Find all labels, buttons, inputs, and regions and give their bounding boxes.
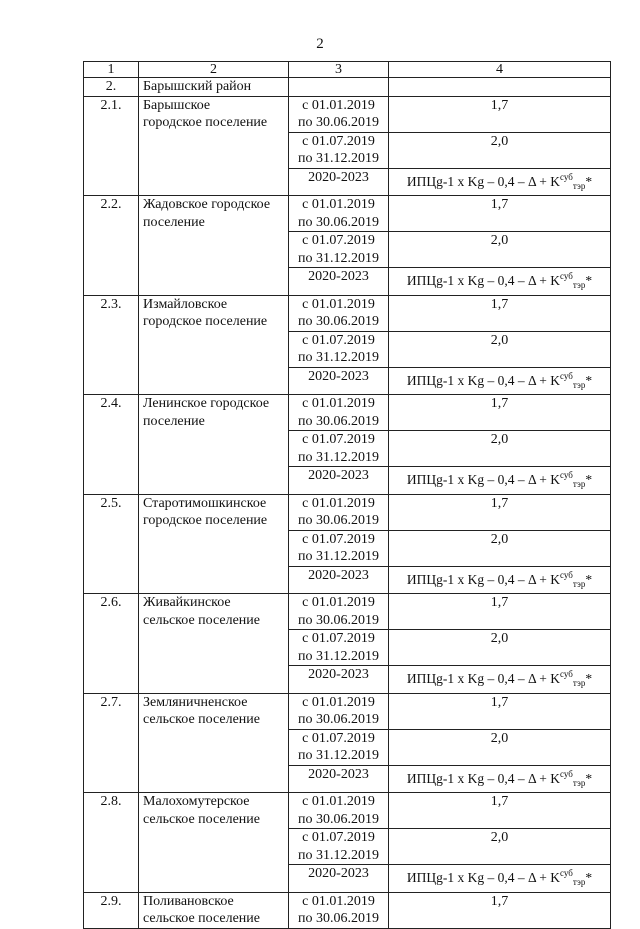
settlement-name <box>139 295 289 395</box>
period-cell <box>289 395 389 431</box>
settlement-row <box>84 494 611 530</box>
formula-subscript: тэр <box>572 379 586 390</box>
formula-asterisk: * <box>585 671 593 686</box>
period-cell <box>289 594 389 630</box>
index-value: 2,0 <box>389 630 611 666</box>
period-cell <box>289 793 389 829</box>
period-end: по 30.06.2019 <box>298 115 379 130</box>
period-start: с 01.01.2019 <box>302 595 375 610</box>
header-col-3: 3 <box>289 62 389 78</box>
settlement-name-line1: Барышское <box>143 97 211 113</box>
period-end: по 31.12.2019 <box>298 549 379 564</box>
formula-main: ИПЦg-1 x Kg – 0,4 – Δ + K <box>406 173 561 189</box>
period-range: 2020-2023 <box>289 268 389 296</box>
period-start: с 01.07.2019 <box>302 432 375 447</box>
period-range: 2020-2023 <box>289 865 389 893</box>
formula-main: ИПЦg-1 x Kg – 0,4 – Δ + K <box>406 372 561 388</box>
settlement-name-line2: сельское поселение <box>143 612 260 628</box>
formula-subscript: тэр <box>572 678 586 688</box>
period-start: с 01.01.2019 <box>302 694 375 710</box>
formula-main: ИПЦg-1 x Kg – 0,4 – Δ + K <box>406 870 561 885</box>
formula-subscript: тэр <box>572 280 586 290</box>
index-value: 2,0 <box>389 331 611 367</box>
row-number: 2.9. <box>84 892 139 928</box>
period-start: с 01.01.2019 <box>302 396 375 411</box>
tariff-table <box>83 61 611 929</box>
period-end: по 30.06.2019 <box>298 413 379 429</box>
index-value: 2,0 <box>389 530 611 566</box>
period-end: по 31.12.2019 <box>298 648 379 664</box>
period-start: с 01.01.2019 <box>302 197 375 212</box>
settlement-name-line1: Измайловское <box>143 296 228 312</box>
settlement-name-line2: городское поселение <box>143 513 268 528</box>
period-end: по 30.06.2019 <box>298 214 379 230</box>
index-value: 1,7 <box>389 196 611 232</box>
settlement-name <box>139 892 289 928</box>
formula-asterisk: * <box>585 571 593 587</box>
period-range: 2020-2023 <box>289 765 389 793</box>
period-end: по 31.12.2019 <box>298 847 379 863</box>
settlement-row <box>84 295 611 331</box>
header-col-4: 4 <box>389 62 611 78</box>
formula-main: ИПЦg-1 x Kg – 0,4 – Δ + K <box>406 770 561 786</box>
formula-main: ИПЦg-1 x Kg – 0,4 – Δ + K <box>406 472 561 487</box>
formula-asterisk: * <box>585 770 593 786</box>
formula-main: ИПЦg-1 x Kg – 0,4 – Δ + K <box>406 671 561 686</box>
period-end: по 30.06.2019 <box>298 314 379 329</box>
settlement-name <box>139 96 289 196</box>
settlement-row <box>84 96 611 132</box>
period-range: 2020-2023 <box>289 566 389 594</box>
period-cell <box>289 232 389 268</box>
settlement-name-line1: Живайкинское <box>143 595 231 610</box>
period-end: по 30.06.2019 <box>298 811 379 827</box>
period-cell <box>289 829 389 865</box>
settlement-row <box>84 793 611 829</box>
period-cell <box>289 96 389 132</box>
formula-subscript: тэр <box>572 479 586 489</box>
period-start: с 01.01.2019 <box>302 495 375 511</box>
period-end: по 31.12.2019 <box>298 250 379 266</box>
index-value: 1,7 <box>389 295 611 331</box>
index-value: 2,0 <box>389 729 611 765</box>
period-cell <box>289 729 389 765</box>
index-value: 1,7 <box>389 594 611 630</box>
formula-asterisk: * <box>585 870 593 885</box>
period-end: по 31.12.2019 <box>298 449 379 465</box>
period-range: 2020-2023 <box>289 666 389 694</box>
settlement-name-line1: Малохомутерское <box>143 794 250 809</box>
row-number: 2.3. <box>84 295 139 395</box>
index-value: 1,7 <box>389 96 611 132</box>
formula-superscript: суб <box>560 171 573 182</box>
period-range: 2020-2023 <box>289 467 389 495</box>
period-start: с 01.07.2019 <box>302 830 375 845</box>
settlement-name <box>139 395 289 495</box>
settlement-name-line1: Земляничненское <box>143 694 248 710</box>
settlement-name-line1: Поливановское <box>143 893 234 909</box>
period-range: 2020-2023 <box>289 168 389 196</box>
settlement-row <box>84 395 611 431</box>
row-number: 2.6. <box>84 594 139 694</box>
formula-subscript: тэр <box>572 578 586 589</box>
index-value: 1,7 <box>389 892 611 928</box>
settlement-name-line2: поселение <box>143 214 205 230</box>
settlement-row <box>84 892 611 928</box>
period-range: 2020-2023 <box>289 367 389 395</box>
period-cell <box>289 132 389 168</box>
settlement-name-line1: Жадовское городское <box>143 197 271 212</box>
period-cell <box>289 630 389 666</box>
index-value: 1,7 <box>389 494 611 530</box>
period-end: по 30.06.2019 <box>298 911 379 926</box>
settlement-name-line2: сельское поселение <box>143 712 260 727</box>
index-formula <box>389 765 611 793</box>
period-end: по 31.12.2019 <box>298 350 379 365</box>
period-start: с 01.07.2019 <box>302 133 375 149</box>
settlement-name <box>139 594 289 694</box>
period-start: с 01.07.2019 <box>302 233 375 248</box>
period-end: по 30.06.2019 <box>298 612 379 628</box>
formula-superscript: суб <box>560 470 573 480</box>
period-end: по 31.12.2019 <box>298 748 379 763</box>
index-formula <box>389 268 611 296</box>
period-cell <box>289 295 389 331</box>
settlement-name-line2: поселение <box>143 413 205 429</box>
index-formula <box>389 666 611 694</box>
period-start: с 01.07.2019 <box>302 332 375 348</box>
period-start: с 01.01.2019 <box>302 794 375 809</box>
formula-superscript: суб <box>560 868 573 878</box>
header-col-2: 2 <box>139 62 289 78</box>
formula-asterisk: * <box>585 273 593 288</box>
period-end: по 30.06.2019 <box>298 513 379 528</box>
index-value: 1,7 <box>389 693 611 729</box>
settlement-row <box>84 196 611 232</box>
header-row <box>84 62 611 78</box>
formula-superscript: суб <box>560 768 573 779</box>
settlement-name-line1: Старотимошкинское <box>143 495 267 511</box>
period-cell <box>289 892 389 928</box>
header-col-1: 1 <box>84 62 139 78</box>
index-value: 2,0 <box>389 132 611 168</box>
settlement-name-line2: сельское поселение <box>143 811 260 827</box>
period-start: с 01.01.2019 <box>302 893 375 909</box>
period-start: с 01.01.2019 <box>302 97 375 113</box>
formula-superscript: суб <box>560 569 573 580</box>
formula-asterisk: * <box>585 472 593 487</box>
settlement-row <box>84 693 611 729</box>
page-number: 2 <box>316 36 324 52</box>
period-cell <box>289 196 389 232</box>
formula-main: ИПЦg-1 x Kg – 0,4 – Δ + K <box>406 273 561 288</box>
settlement-name <box>139 793 289 893</box>
row-number: 2.5. <box>84 494 139 594</box>
period-cell <box>289 494 389 530</box>
settlement-name <box>139 196 289 296</box>
formula-subscript: тэр <box>572 877 586 887</box>
row-number: 2.7. <box>84 693 139 793</box>
formula-asterisk: * <box>585 173 593 189</box>
index-formula <box>389 865 611 893</box>
row-number: 2.2. <box>84 196 139 296</box>
formula-main: ИПЦg-1 x Kg – 0,4 – Δ + K <box>406 571 561 587</box>
settlement-name <box>139 494 289 594</box>
period-start: с 01.07.2019 <box>302 531 375 547</box>
formula-subscript: тэр <box>572 180 586 191</box>
index-value: 2,0 <box>389 431 611 467</box>
formula-asterisk: * <box>585 372 593 388</box>
period-cell <box>289 530 389 566</box>
period-cell <box>289 693 389 729</box>
settlement-row <box>84 594 611 630</box>
formula-superscript: суб <box>560 271 573 281</box>
settlement-name-line2: городское поселение <box>143 314 268 329</box>
index-formula <box>389 367 611 395</box>
index-value: 2,0 <box>389 829 611 865</box>
formula-subscript: тэр <box>572 777 586 788</box>
index-formula <box>389 467 611 495</box>
settlement-name-line1: Ленинское городское <box>143 396 270 411</box>
period-start: с 01.07.2019 <box>302 730 375 746</box>
formula-superscript: суб <box>560 370 573 381</box>
row-number: 2.4. <box>84 395 139 495</box>
settlement-name-line2: сельское поселение <box>143 911 260 926</box>
period-start: с 01.01.2019 <box>302 296 375 312</box>
row-number: 2.8. <box>84 793 139 893</box>
period-cell <box>289 331 389 367</box>
index-value: 1,7 <box>389 395 611 431</box>
region-name: Барышский район <box>139 78 289 97</box>
index-value: 1,7 <box>389 793 611 829</box>
period-end: по 31.12.2019 <box>298 151 379 166</box>
period-cell <box>289 431 389 467</box>
region-row <box>84 78 611 97</box>
settlement-name <box>139 693 289 793</box>
index-formula <box>389 168 611 196</box>
region-number: 2. <box>84 78 139 97</box>
row-number: 2.1. <box>84 96 139 196</box>
period-start: с 01.07.2019 <box>302 631 375 646</box>
formula-superscript: суб <box>560 669 573 679</box>
index-formula <box>389 566 611 594</box>
period-end: по 30.06.2019 <box>298 712 379 727</box>
settlement-name-line2: городское поселение <box>143 115 268 130</box>
index-value: 2,0 <box>389 232 611 268</box>
